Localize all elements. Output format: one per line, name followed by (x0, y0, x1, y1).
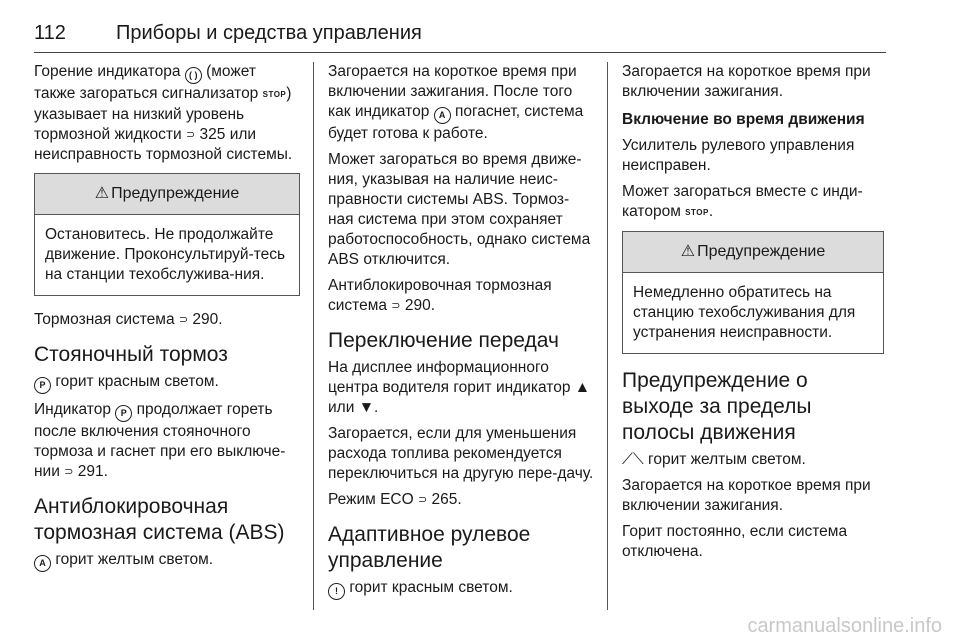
heading-adaptive-steering: Адаптивное рулевое управление (328, 523, 531, 572)
paragraph: На дисплее информационного центра водителя горит индикатор ▲ или ▼. (328, 359, 591, 416)
paragraph: Режим ECO ⊃ 265. (328, 491, 462, 508)
page-ref-icon: ⊃ (178, 314, 189, 326)
page-number: 112 (34, 22, 66, 44)
paragraph: Может загораться во время движе-ния, указывая на наличие неис-правности системы ABS. Тормоз-ная система при этом сохраняет работоспособность, однако система ABS отключится. (328, 151, 591, 268)
parking-brake-icon: P (115, 405, 132, 422)
steering-wheel-icon: ! (328, 583, 345, 600)
abs-icon: A (34, 555, 51, 572)
paragraph: ⟋⟍ горит желтым светом. (622, 451, 806, 468)
heading-lane-departure: Предупреждение о выходе за пределы полосы движения (622, 369, 812, 444)
paragraph: P горит красным светом. (34, 372, 300, 394)
page-header (34, 22, 886, 53)
lane-departure-icon: ⟋⟍ (622, 451, 644, 468)
column-3 (622, 62, 884, 568)
column-divider (607, 62, 608, 610)
heading-abs: Антиблокировочная тормозная система (ABS) (34, 495, 285, 544)
paragraph: Загорается на короткое время при включении зажигания. (622, 63, 871, 100)
column-1 (34, 62, 300, 578)
page-ref-icon: ⊃ (418, 494, 428, 506)
paragraph: Тормозная система ⊃ 290. (34, 311, 223, 328)
page-title: Приборы и средства управления (116, 22, 422, 44)
warning-text: Немедленно обратитесь на станцию техобслуживания для устранения неисправности. (633, 284, 856, 341)
brake-fluid-icon: ( ) (185, 67, 202, 84)
warning-icon: ⚠ (680, 243, 696, 260)
warning-header: ⚠ Предупреждение (623, 232, 883, 273)
warning-text: Остановитесь. Не продолжайте движение. Проконсультируй-тесь на станции техобслужива-ния. (45, 226, 286, 283)
warning-icon: ⚠ (94, 185, 110, 202)
paragraph: Усилитель рулевого управления неисправен. (622, 137, 855, 174)
heading-parking-brake: Стояночный тормоз (34, 343, 228, 366)
paragraph: ! горит красным светом. (328, 578, 594, 600)
page-ref-icon: ⊃ (391, 300, 401, 312)
column-divider (313, 62, 314, 610)
warning-box (622, 231, 884, 354)
paragraph: Горит постоянно, если система отключена. (622, 523, 848, 560)
warning-box (34, 173, 300, 296)
paragraph: Загорается на короткое время при включении зажигания. (622, 477, 871, 514)
paragraph: Может загораться вместе с инди-катором STOP. (622, 183, 863, 220)
watermark: carmanualsonline.info (747, 615, 942, 637)
paragraph: Горение индикатора ( ) (может также загораться сигнализатор STOP) указывает на низкий уровень тормозной жидкости ⊃ 325 или неисправность тормозной системы. (34, 63, 293, 163)
page-ref-icon: ⊃ (186, 129, 196, 141)
stop-icon: STOP (685, 208, 709, 217)
subheading-while-driving: Включение во время движения (622, 111, 865, 128)
warning-header: ⚠ Предупреждение (35, 174, 299, 215)
parking-brake-icon: P (34, 377, 51, 394)
shift-down-icon: ▼ (358, 399, 375, 416)
paragraph: Загорается на короткое время при включении зажигания. После того как индикатор A погаснет, система будет готова к работе. (328, 63, 584, 142)
stop-icon: STOP (262, 90, 287, 99)
paragraph: Индикатор P продолжает гореть после включения стояночного тормоза и гаснет при его выключе-нии ⊃ 291. (34, 401, 286, 480)
abs-icon: A (434, 107, 451, 124)
shift-up-icon: ▲ (574, 379, 591, 396)
paragraph: A горит желтым светом. (34, 550, 300, 572)
page-ref-icon: ⊃ (64, 466, 74, 478)
heading-gear-shift: Переключение передач (328, 329, 559, 352)
paragraph: Антиблокировочная тормозная система ⊃ 290. (328, 277, 552, 314)
column-2 (328, 62, 594, 606)
paragraph: Загорается, если для уменьшения расхода топлива рекомендуется переключиться на другую пере-дачу. (328, 425, 594, 482)
